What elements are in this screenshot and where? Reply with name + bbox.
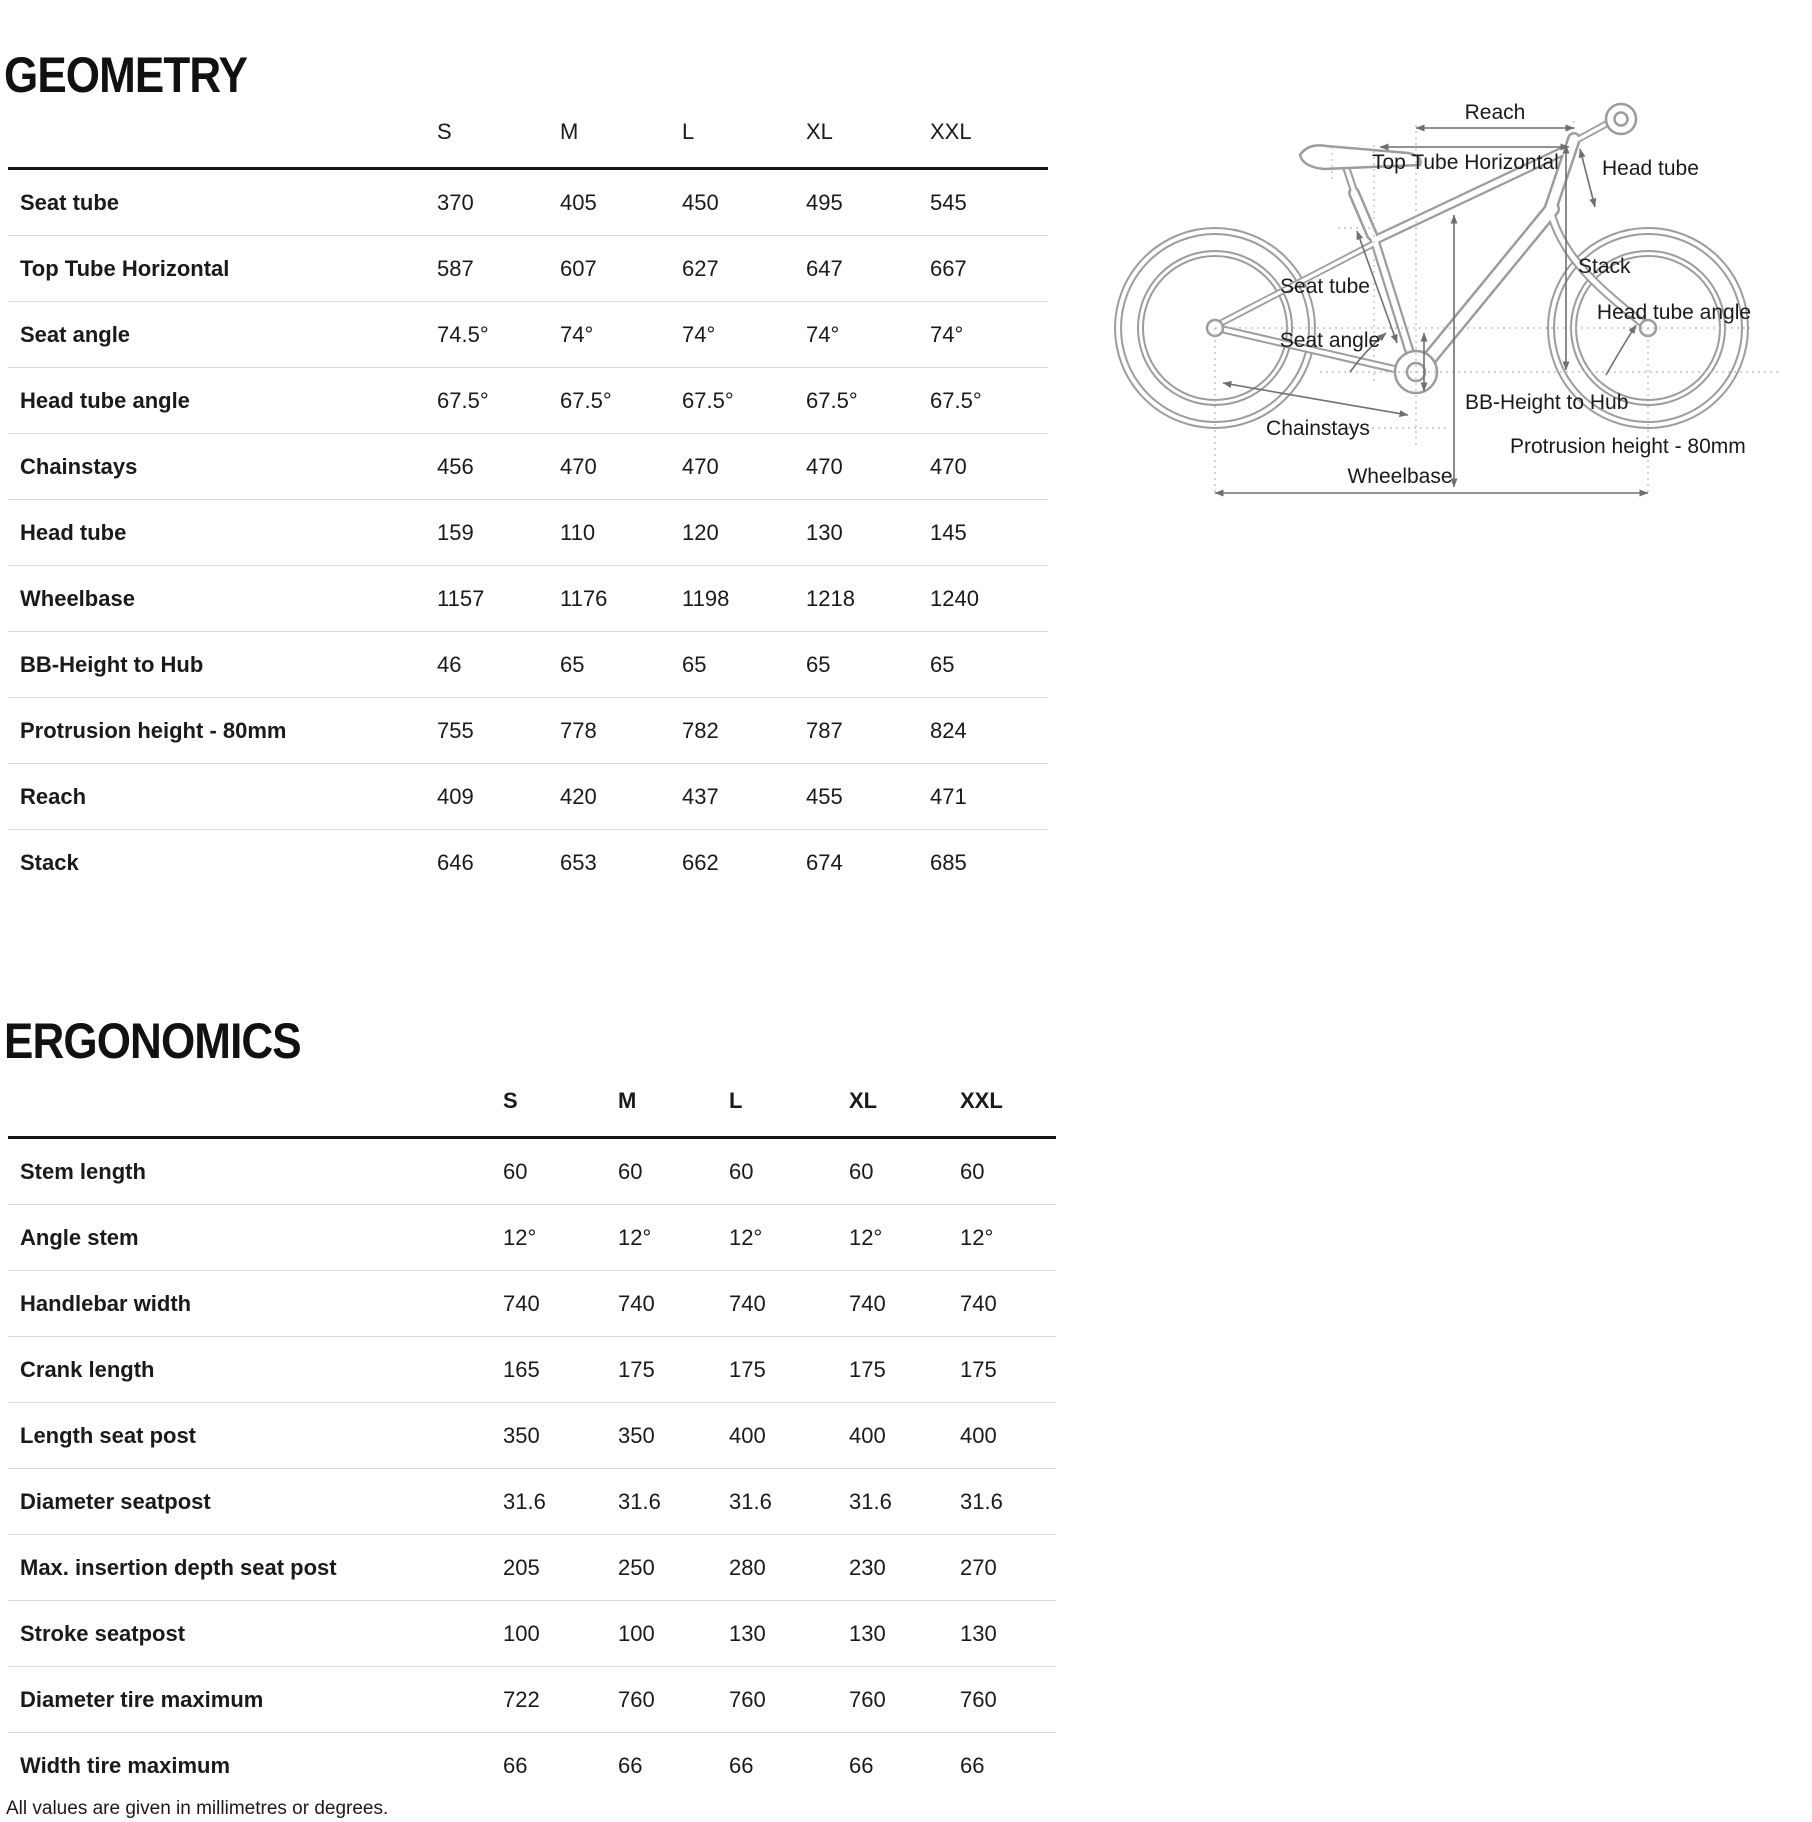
size-column-header: XL [849, 1088, 878, 1113]
ergonomics-section-title: ERGONOMICS [4, 1012, 301, 1069]
size-column-header: XL [806, 118, 833, 144]
value-cell: 1176 [560, 585, 608, 611]
row-label: BB-Height to Hub [20, 651, 204, 677]
handlebar-grip-drawing [1606, 104, 1636, 134]
value-cell: 740 [960, 1290, 997, 1316]
table-row [8, 1139, 1056, 1205]
value-cell: 420 [560, 783, 597, 809]
value-cell: 1157 [437, 585, 485, 611]
value-cell: 60 [729, 1158, 754, 1184]
row-label: Diameter seatpost [20, 1488, 211, 1514]
value-cell: 470 [682, 453, 719, 479]
value-cell: 250 [618, 1554, 655, 1580]
value-cell: 755 [437, 717, 474, 743]
row-label: Stem length [20, 1158, 146, 1184]
value-cell: 405 [560, 189, 597, 215]
ergonomics-table [8, 1066, 1056, 1798]
value-cell: 145 [930, 519, 967, 545]
value-cell: 760 [729, 1686, 766, 1712]
table-row [8, 1601, 1056, 1667]
value-cell: 722 [503, 1686, 540, 1712]
value-cell: 495 [806, 189, 843, 215]
seat-tube-label: Seat tube [1280, 275, 1370, 298]
value-cell: 31.6 [618, 1488, 661, 1514]
value-cell: 159 [437, 519, 474, 545]
value-cell: 66 [960, 1752, 985, 1778]
size-column-header: XXL [960, 1088, 1003, 1113]
value-cell: 66 [618, 1752, 643, 1778]
chainstays-arrow [1223, 383, 1408, 415]
size-column-header: L [729, 1088, 743, 1113]
row-label: Stroke seatpost [20, 1620, 186, 1646]
table-row [8, 632, 1048, 698]
value-cell: 662 [682, 849, 719, 875]
value-cell: 12° [849, 1224, 883, 1250]
value-cell: 740 [729, 1290, 766, 1316]
value-cell: 67.5° [682, 387, 734, 413]
value-cell: 1240 [930, 585, 979, 611]
value-cell: 74.5° [437, 321, 489, 347]
value-cell: 740 [503, 1290, 540, 1316]
value-cell: 740 [849, 1290, 886, 1316]
row-label: Diameter tire maximum [20, 1686, 264, 1712]
value-cell: 12° [960, 1224, 994, 1250]
value-cell: 65 [560, 651, 585, 677]
value-cell: 175 [618, 1356, 655, 1382]
value-cell: 470 [806, 453, 843, 479]
geometry-table [8, 96, 1048, 895]
value-cell: 67.5° [806, 387, 858, 413]
head-tube-label: Head tube [1602, 157, 1699, 180]
value-cell: 12° [618, 1224, 652, 1250]
value-cell: 12° [503, 1224, 537, 1250]
value-cell: 66 [849, 1752, 874, 1778]
value-cell: 280 [729, 1554, 766, 1580]
value-cell: 60 [503, 1158, 528, 1184]
head-tube-arrow [1580, 149, 1595, 207]
value-cell: 456 [437, 453, 474, 479]
value-cell: 130 [806, 519, 843, 545]
value-cell: 587 [437, 255, 474, 281]
value-cell: 470 [560, 453, 597, 479]
row-label: Reach [20, 783, 87, 809]
table-row [8, 236, 1048, 302]
value-cell: 74° [806, 321, 840, 347]
value-cell: 65 [806, 651, 831, 677]
geometry-table-header [8, 96, 1048, 170]
units-footnote: All values are given in millimetres or degrees. [6, 1798, 389, 1819]
size-column-header: M [618, 1088, 637, 1113]
table-row [8, 698, 1048, 764]
value-cell: 46 [437, 651, 462, 677]
value-cell: 130 [849, 1620, 886, 1646]
row-label: Seat angle [20, 321, 131, 347]
ergonomics-table-header [8, 1066, 1056, 1139]
row-label: Chainstays [20, 453, 138, 479]
bike-geometry-diagram [1090, 85, 1812, 525]
value-cell: 674 [806, 849, 843, 875]
value-cell: 120 [682, 519, 719, 545]
value-cell: 824 [930, 717, 967, 743]
value-cell: 130 [729, 1620, 766, 1646]
row-label: Angle stem [20, 1224, 139, 1250]
table-row [8, 302, 1048, 368]
value-cell: 74° [682, 321, 716, 347]
value-cell: 74° [560, 321, 594, 347]
value-cell: 1198 [682, 585, 730, 611]
value-cell: 60 [849, 1158, 874, 1184]
row-label: Length seat post [20, 1422, 197, 1448]
size-column-header: S [503, 1088, 518, 1113]
value-cell: 450 [682, 189, 719, 215]
value-cell: 175 [729, 1356, 766, 1382]
value-cell: 760 [849, 1686, 886, 1712]
table-row [8, 830, 1048, 895]
value-cell: 545 [930, 189, 967, 215]
value-cell: 31.6 [503, 1488, 546, 1514]
row-label: Wheelbase [20, 585, 135, 611]
value-cell: 787 [806, 717, 843, 743]
value-cell: 350 [618, 1422, 655, 1448]
value-cell: 607 [560, 255, 597, 281]
value-cell: 653 [560, 849, 597, 875]
table-row [8, 170, 1048, 236]
value-cell: 175 [849, 1356, 886, 1382]
value-cell: 67.5° [560, 387, 612, 413]
row-label: Max. insertion depth seat post [20, 1554, 337, 1580]
bb-height-label: BB-Height to Hub [1465, 391, 1629, 414]
table-row [8, 1733, 1056, 1798]
protrusion-height-label: Protrusion height - 80mm [1510, 435, 1746, 458]
geometry-table-body [8, 170, 1048, 895]
value-cell: 60 [618, 1158, 643, 1184]
reach-label: Reach [1464, 101, 1526, 124]
row-label: Width tire maximum [20, 1752, 231, 1778]
table-row [8, 434, 1048, 500]
value-cell: 66 [729, 1752, 754, 1778]
table-row [8, 764, 1048, 830]
value-cell: 66 [503, 1752, 528, 1778]
value-cell: 31.6 [849, 1488, 892, 1514]
value-cell: 782 [682, 717, 719, 743]
value-cell: 65 [930, 651, 955, 677]
ergonomics-table-body [8, 1139, 1056, 1798]
value-cell: 175 [960, 1356, 997, 1382]
value-cell: 685 [930, 849, 967, 875]
row-label: Top Tube Horizontal [20, 255, 230, 281]
value-cell: 400 [960, 1422, 997, 1448]
value-cell: 647 [806, 255, 843, 281]
row-label: Handlebar width [20, 1290, 192, 1316]
value-cell: 230 [849, 1554, 886, 1580]
wheelbase-label: Wheelbase [1347, 465, 1453, 488]
head-tube-angle-label: Head tube angle [1596, 301, 1752, 324]
value-cell: 409 [437, 783, 474, 809]
size-column-header: XXL [930, 118, 972, 144]
top-tube-horizontal-label: Top Tube Horizontal [1372, 151, 1559, 174]
table-row [8, 368, 1048, 434]
value-cell: 646 [437, 849, 474, 875]
value-cell: 627 [682, 255, 719, 281]
value-cell: 400 [849, 1422, 886, 1448]
table-row [8, 1403, 1056, 1469]
table-row [8, 1337, 1056, 1403]
value-cell: 110 [560, 519, 596, 545]
row-label: Protrusion height - 80mm [20, 717, 287, 743]
size-column-header: S [437, 118, 452, 144]
table-row [8, 1535, 1056, 1601]
value-cell: 471 [930, 783, 967, 809]
value-cell: 350 [503, 1422, 540, 1448]
seat-angle-label: Seat angle [1279, 329, 1381, 352]
table-row [8, 500, 1048, 566]
value-cell: 65 [682, 651, 707, 677]
value-cell: 740 [618, 1290, 655, 1316]
value-cell: 270 [960, 1554, 997, 1580]
value-cell: 437 [682, 783, 719, 809]
row-label: Crank length [20, 1356, 155, 1382]
value-cell: 100 [503, 1620, 540, 1646]
table-row [8, 1469, 1056, 1535]
geometry-section-title: GEOMETRY [4, 46, 248, 103]
value-cell: 667 [930, 255, 967, 281]
value-cell: 1218 [806, 585, 855, 611]
row-label: Head tube [20, 519, 127, 545]
value-cell: 470 [930, 453, 967, 479]
head-tube-angle-arc [1606, 325, 1636, 375]
stack-label: Stack [1578, 255, 1631, 278]
row-label: Head tube angle [20, 387, 190, 413]
value-cell: 778 [560, 717, 597, 743]
value-cell: 370 [437, 189, 474, 215]
value-cell: 31.6 [729, 1488, 772, 1514]
row-label: Stack [20, 849, 79, 875]
value-cell: 67.5° [437, 387, 489, 413]
value-cell: 12° [729, 1224, 763, 1250]
size-column-header: M [560, 118, 579, 144]
table-row [8, 566, 1048, 632]
value-cell: 60 [960, 1158, 985, 1184]
table-row [8, 1205, 1056, 1271]
value-cell: 165 [503, 1356, 540, 1382]
value-cell: 455 [806, 783, 843, 809]
value-cell: 67.5° [930, 387, 982, 413]
value-cell: 760 [960, 1686, 997, 1712]
value-cell: 74° [930, 321, 964, 347]
table-row [8, 1271, 1056, 1337]
chainstays-label: Chainstays [1266, 417, 1370, 440]
value-cell: 100 [618, 1620, 655, 1646]
row-label: Seat tube [20, 189, 120, 215]
size-column-header: L [682, 118, 695, 144]
value-cell: 130 [960, 1620, 997, 1646]
value-cell: 400 [729, 1422, 766, 1448]
value-cell: 205 [503, 1554, 540, 1580]
value-cell: 760 [618, 1686, 655, 1712]
table-row [8, 1667, 1056, 1733]
value-cell: 31.6 [960, 1488, 1003, 1514]
